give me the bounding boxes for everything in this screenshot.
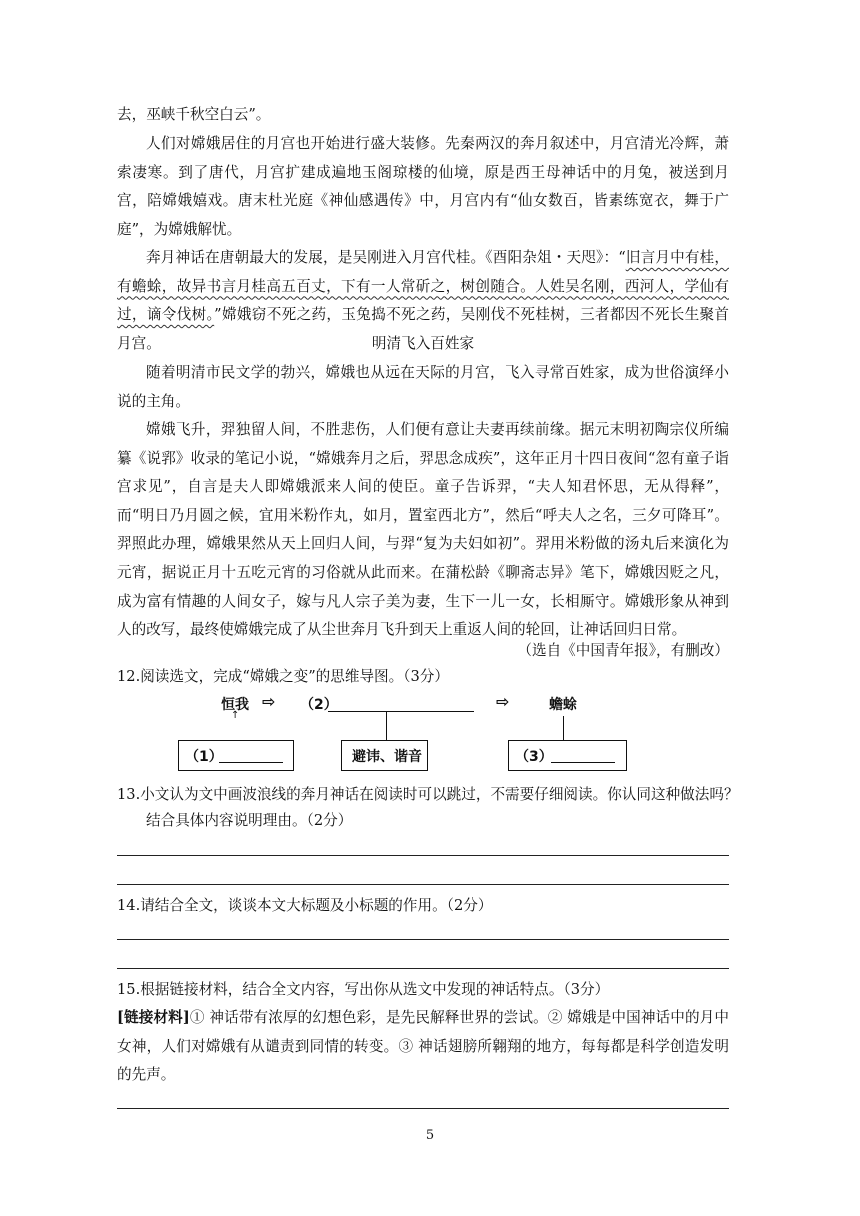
answer-line-14a[interactable] [117, 939, 729, 940]
mindmap-node-hengwo: 恒我 [221, 697, 249, 713]
paragraph-0: 去，巫峡千秋空白云”。 [117, 106, 271, 123]
box-2-label: 避讳、谐音 [352, 749, 422, 765]
answer-line-15[interactable] [117, 1108, 729, 1109]
link-material-label: [链接材料] [117, 1009, 190, 1026]
question-13-line-2: 结合具体内容说明理由。（2分） [146, 812, 353, 829]
paragraph-moon-palace: 人们对嫦娥居住的月宫也开始进行盛大装修。先秦两汉的奔月叙述中，月宫清光冷辉，萧索凄寒。到了唐代，月宫扩建成遍地玉阁琼楼的仙境，原是西王母神话中的月兔，被送到月宫，陪嫦娥嬉戏。唐末杜光庭《神仙感遇传》中，月宫内有“仙女数百，皆素练宽衣，舞于广庭”，为嫦娥解忧。 [117, 135, 729, 238]
answer-blank-2[interactable] [328, 711, 474, 712]
question-12: 12.阅读选文，完成“嫦娥之变”的思维导图。（3分） [117, 668, 449, 685]
mindmap-box-2 [341, 740, 428, 771]
connector-line [563, 716, 564, 742]
answer-line-14b[interactable] [117, 968, 729, 969]
link-material-text: ① 神话带有浓厚的幻想色彩，是先民解释世界的尝试。② 嫦娥是中国神话中的月中女神，人们对嫦娥有从谴责到同情的转变。③ 神话翅膀所翱翔的地方，每每都是科学创造发明的先声。 [117, 1009, 730, 1084]
paragraph-chang-e-return: 嫦娥飞升，羿独留人间，不胜悲伤，人们便有意让夫妻再续前缘。据元末明初陶宗仪所编纂《说郛》收录的笔记小说，“嫦娥奔月之后，羿思念成疾”，这年正月十四日夜间“忽有童子诣宫求见”，自言是夫人即嫦娥派来人间的使臣。童子告诉羿，“夫人知君怀思，无从得释”，而“明日乃月圆之候，宜用米粉作丸，如月，置室西北方”，然后“呼夫人之名，三夕可降耳”。羿照此办理，嫦娥果然从天上回归人间，与羿“复为夫妇如初”。羿用米粉做的汤丸后来演化为元宵，据说正月十五吃元宵的习俗就从此而来。在蒲松龄《聊斋志异》笔下，嫦娥因贬之凡，成为富有情趣的人间女子，嫁与凡人宗子美为妻，生下一儿一女，长相厮守。嫦娥形象从神到人的改写，最终使嫦娥完成了从尘世奔月飞升到天上重返人间的轮回，让神话回归日常。 [117, 421, 729, 639]
up-arrow-icon: ↑ [231, 710, 240, 721]
answer-blank-3[interactable] [551, 762, 615, 763]
question-14: 14.请结合全文，谈谈本文大标题及小标题的作用。（2分） [117, 897, 493, 914]
connector-line [386, 712, 387, 742]
mindmap-node-toad: 蟾蜍 [549, 697, 577, 713]
mindmap-box-1 [178, 740, 294, 771]
link-material [117, 1004, 729, 1090]
section-subtitle: 明清飞入百姓家 [371, 335, 475, 352]
paragraph-ming-qing: 随着明清市民文学的勃兴，嫦娥也从远在天际的月宫，飞入寻常百姓家，成为世俗演绎小说的主角。 [117, 364, 729, 410]
page-number: 5 [425, 1128, 435, 1143]
box-3-label: （3） [515, 749, 553, 765]
question-15: 15.根据链接材料，结合全文内容，写出你从选文中发现的神话特点。（3分） [117, 981, 610, 998]
source-citation: （选自《中国青年报》，有删改） [517, 642, 729, 659]
mindmap-box-3 [508, 740, 627, 771]
answer-line-13b[interactable] [117, 884, 729, 885]
right-arrow-icon: ⇨ [496, 692, 510, 711]
wavy-underlined-myth: 旧言月中有桂，有蟾蜍，故异书言月桂高五百丈，下有一人常斫之，树创随合。人姓吴名刚，西河人，学仙有过，谪令伐树。 [117, 249, 729, 324]
paragraph-wu-gang-post: ”嫦娥窃不死之药，玉兔捣不死之药，吴刚伐不死桂树，三者都因不死长生聚首月宫。 [117, 306, 730, 352]
answer-line-13a[interactable] [117, 855, 729, 856]
right-arrow-icon: ⇨ [262, 692, 276, 711]
answer-blank-1[interactable] [219, 762, 283, 763]
box-1-label: （1） [185, 749, 223, 765]
question-13-line-1: 13.小文认为文中画波浪线的奔月神话在阅读时可以跳过，不需要仔细阅读。你认同这种做法吗？ [117, 786, 739, 803]
paragraph-wu-gang-pre: 奔月神话在唐朝最大的发展，是吴刚进入月宫代桂。《酉阳杂俎・天咫》：“ [146, 249, 626, 266]
mindmap-node-2: （2） [300, 697, 338, 713]
